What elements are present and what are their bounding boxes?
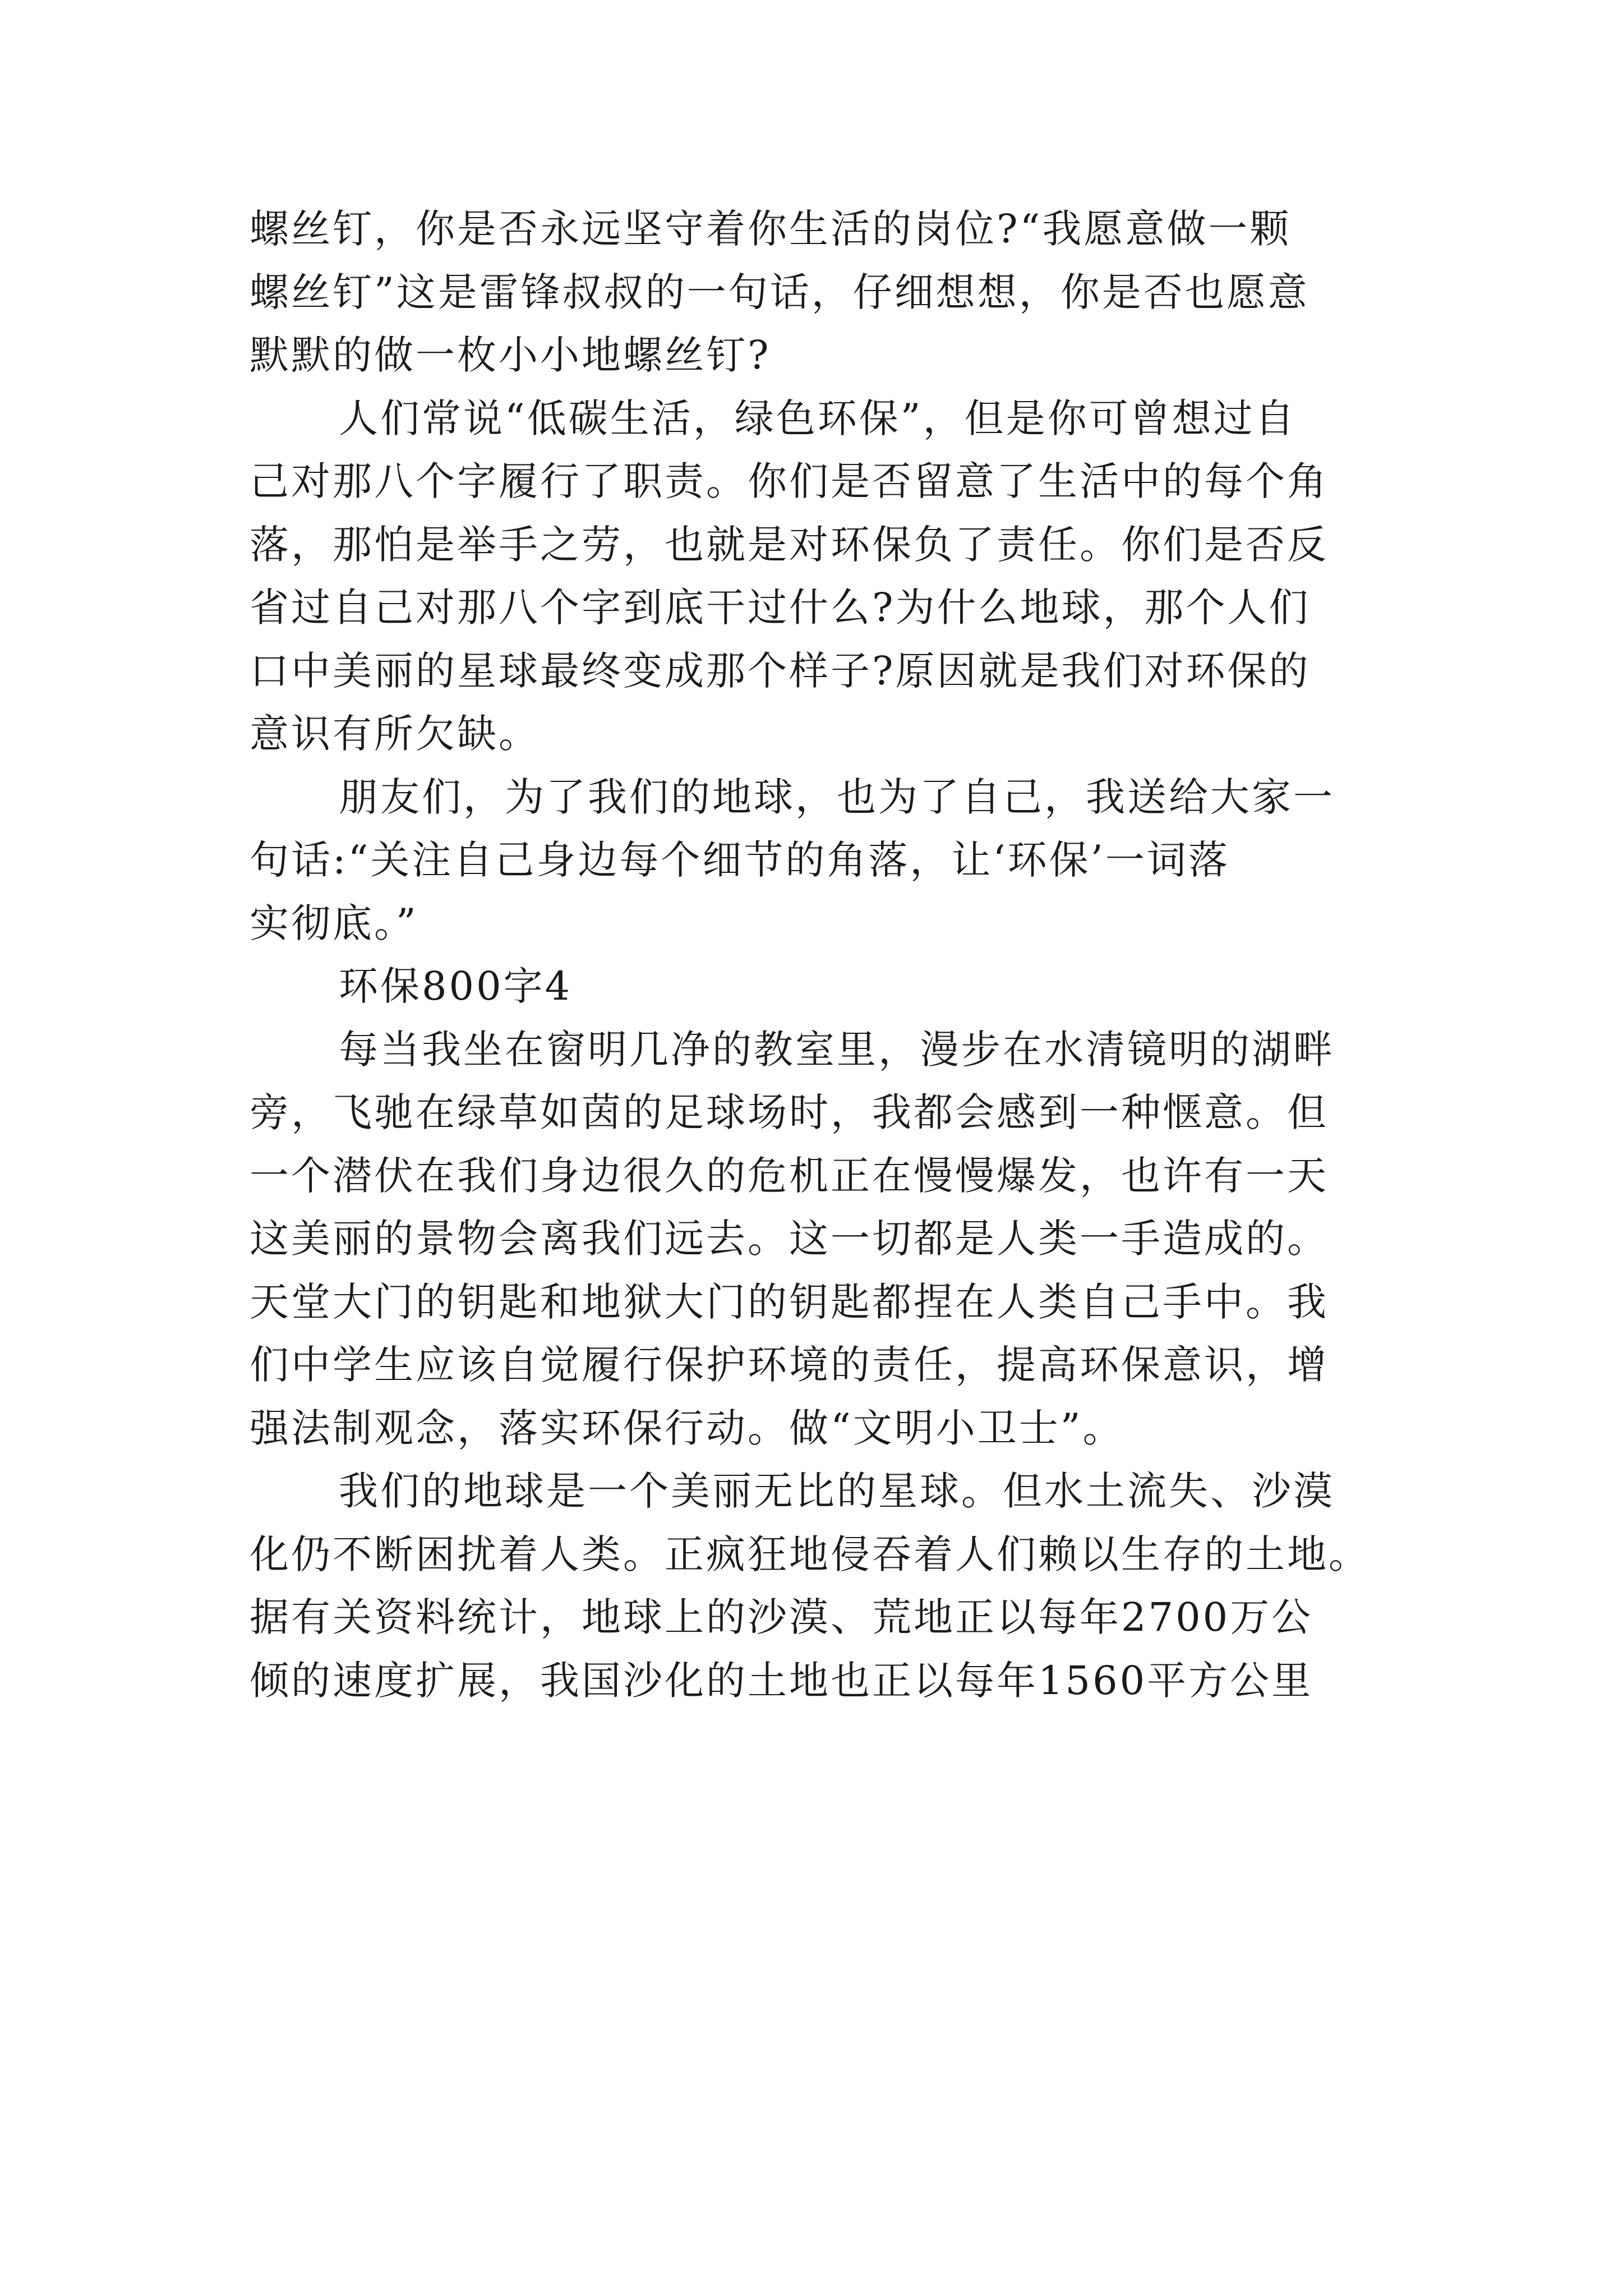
text-line: 环保800字4: [339, 963, 573, 1009]
text-line: 强法制观念，落实环保行动。做“文明小卫士”。: [250, 1405, 1124, 1451]
text-line: 这美丽的景物会离我们远去。这一切都是人类一手造成的。: [250, 1216, 1329, 1262]
text-line: 据有关资料统计，地球上的沙漠、荒地正以每年2700万公: [250, 1594, 1313, 1640]
text-line: 朋友们，为了我们的地球，也为了自己，我送给大家一: [339, 774, 1335, 820]
text-line: 我们的地球是一个美丽无比的星球。但水土流失、沙漠: [339, 1468, 1335, 1514]
text-line: 人们常说“低碳生活，绿色环保”，但是你可曾想过自: [339, 395, 1297, 441]
document-body: [250, 197, 1399, 1712]
text-line: 一个潜伏在我们身边很久的危机正在慢慢爆发，也许有一天: [250, 1152, 1329, 1199]
text-line: 天堂大门的钥匙和地狱大门的钥匙都捏在人类自己手中。我: [250, 1278, 1329, 1325]
text-line: 化仍不断困扰着人类。正疯狂地侵吞着人们赖以生存的土地。: [250, 1531, 1370, 1577]
text-line: 句话:“关注自己身边每个细节的角落，让‘环保’一词落: [250, 837, 1230, 883]
text-line: 螺丝钉”这是雷锋叔叔的一句话，仔细想想，你是否也愿意: [250, 269, 1310, 315]
text-line: 们中学生应该自觉履行保护环境的责任，提高环保意识，增: [250, 1342, 1329, 1388]
text-line: 倾的速度扩展，我国沙化的土地也正以每年1560平方公里: [250, 1657, 1313, 1704]
text-line: 默默的做一枚小小地螺丝钉?: [250, 332, 771, 378]
text-line: 落，那怕是举手之劳，也就是对环保负了责任。你们是否反: [250, 521, 1329, 568]
text-line: 旁，飞驰在绿草如茵的足球场时，我都会感到一种惬意。但: [250, 1089, 1329, 1135]
text-line: 意识有所欠缺。: [250, 711, 540, 757]
text-line: 口中美丽的星球最终变成那个样子?原因就是我们对环保的: [250, 647, 1311, 694]
text-line: 每当我坐在窗明几净的教室里，漫步在水清镜明的湖畔: [339, 1026, 1335, 1073]
text-line: 省过自己对那八个字到底干过什么?为什么地球，那个人们: [250, 585, 1311, 631]
text-line: 实彻底。”: [250, 900, 418, 946]
text-line: 螺丝钉，你是否永远坚守着你生活的岗位?“我愿意做一颗: [250, 206, 1292, 252]
text-line: 己对那八个字履行了职责。你们是否留意了生活中的每个角: [250, 458, 1329, 504]
